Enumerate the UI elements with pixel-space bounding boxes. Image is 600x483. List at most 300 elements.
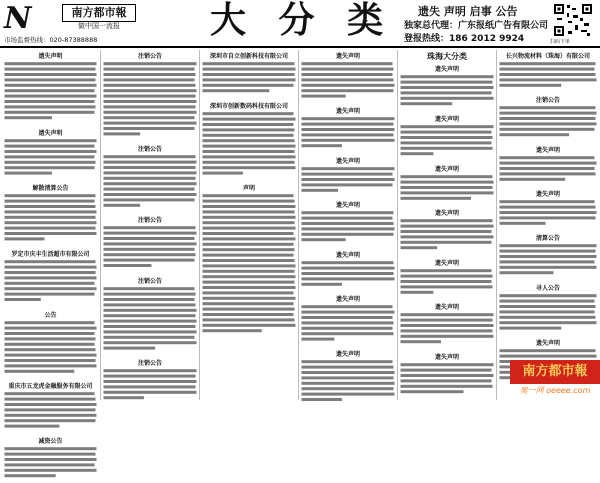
notice-heading: 注销公告 <box>137 278 162 285</box>
notice-heading: 遗失声明 <box>434 260 459 267</box>
text-line <box>302 144 342 147</box>
text-line <box>5 266 97 269</box>
text-line <box>401 91 492 94</box>
text-line <box>500 294 597 297</box>
column-4 <box>298 50 397 400</box>
notice-body-text <box>499 105 597 138</box>
text-line <box>401 385 493 388</box>
text-line <box>302 398 342 401</box>
text-line <box>104 347 156 350</box>
text-line <box>5 364 97 367</box>
text-line <box>302 283 342 286</box>
text-line <box>5 419 96 422</box>
notice-heading: 注销公告 <box>137 360 162 367</box>
text-line <box>500 200 595 203</box>
text-line <box>302 393 395 396</box>
text-line <box>302 233 394 236</box>
text-line <box>401 241 492 244</box>
notice-heading: 遗失声明 <box>335 296 360 303</box>
text-line <box>104 375 196 378</box>
text-line <box>500 250 596 253</box>
text-line <box>5 447 97 450</box>
text-line <box>401 280 492 283</box>
text-line <box>401 81 493 84</box>
notice-heading: 深圳市创新数码科技有限公司 <box>209 103 288 110</box>
text-line <box>104 264 152 267</box>
text-line <box>5 172 52 175</box>
text-line <box>500 206 596 209</box>
text-line <box>401 131 492 134</box>
text-line <box>500 300 595 303</box>
newspaper-slogan: 做中国一流报 <box>78 22 120 30</box>
notice-heading: 遗失声明 <box>434 354 459 361</box>
notice <box>4 128 97 180</box>
notice-heading: 遗失声明 <box>38 53 63 60</box>
notice <box>301 200 395 247</box>
classified-columns <box>2 50 598 445</box>
text-line <box>203 62 295 65</box>
text-line <box>500 310 595 313</box>
notice-body-text <box>4 193 97 242</box>
text-line <box>500 260 595 263</box>
text-line <box>104 380 197 383</box>
notice-heading: 遗失声明 <box>335 202 360 209</box>
text-line <box>104 248 195 251</box>
text-line <box>104 177 196 180</box>
text-line <box>104 62 197 65</box>
text-line <box>5 221 97 224</box>
notice <box>4 436 97 483</box>
notice-body-text <box>103 61 197 137</box>
notice-body-text <box>499 155 597 182</box>
text-line <box>302 128 395 131</box>
notice-body-text <box>103 286 197 351</box>
text-line <box>203 210 295 213</box>
text-line <box>500 122 597 125</box>
newspaper-logo-name[interactable]: 南方都市報 <box>62 4 136 22</box>
text-line <box>104 100 197 103</box>
text-line <box>500 73 596 76</box>
notice <box>400 64 494 111</box>
ad-hotline[interactable]: 登报热线：186 2012 9924 <box>404 34 525 44</box>
notice-body-text <box>499 293 597 331</box>
notice <box>103 144 197 212</box>
text-line <box>104 127 195 130</box>
exclusive-agent: 独家总代理：广东报纸广告有限公司 <box>404 21 549 31</box>
notice-heading: 声明 <box>242 185 255 192</box>
text-line <box>401 324 494 327</box>
notice-body-text <box>400 268 494 295</box>
text-line <box>104 226 196 229</box>
notice-body-text <box>400 312 494 345</box>
text-line <box>500 156 595 159</box>
text-line <box>203 205 296 208</box>
notice-body-text <box>4 320 97 374</box>
text-line <box>203 89 270 92</box>
text-line <box>5 458 97 461</box>
text-line <box>302 338 335 341</box>
text-line <box>5 408 96 411</box>
text-line <box>203 313 294 316</box>
text-line <box>104 166 196 169</box>
text-line <box>104 325 196 328</box>
text-line <box>203 123 294 126</box>
text-line <box>401 141 492 144</box>
text-line <box>5 150 97 153</box>
notice-body-text <box>103 154 197 208</box>
text-line <box>203 73 295 76</box>
notice <box>301 156 395 197</box>
text-line <box>401 390 464 393</box>
text-line <box>302 167 395 170</box>
text-line <box>5 474 56 477</box>
text-line <box>302 267 395 270</box>
text-line <box>5 359 96 362</box>
notice <box>499 283 597 335</box>
text-line <box>401 181 494 184</box>
text-line <box>302 217 393 220</box>
text-line <box>500 255 597 258</box>
text-line <box>104 116 195 119</box>
notice <box>103 51 197 141</box>
text-line <box>302 123 394 126</box>
text-line <box>302 78 394 81</box>
text-line <box>500 305 596 308</box>
text-line <box>203 118 296 121</box>
notice-categories: 遗失 声明 启事 公告 <box>418 5 518 18</box>
text-line <box>203 150 295 153</box>
notice <box>4 381 97 433</box>
text-line <box>203 243 294 246</box>
notice-heading: 清算公告 <box>535 235 560 242</box>
text-line <box>302 62 393 65</box>
text-line <box>203 291 294 294</box>
text-line <box>500 216 596 219</box>
text-line <box>302 139 395 142</box>
notice <box>4 183 97 246</box>
column-3 <box>199 50 298 400</box>
notice-heading: 公告 <box>44 312 57 319</box>
notice <box>301 294 395 346</box>
text-line <box>104 73 196 76</box>
text-line <box>104 204 141 207</box>
notice-heading: 遗失声明 <box>434 116 459 123</box>
notice-heading: 遗失声明 <box>535 340 560 347</box>
column-1 <box>2 50 99 445</box>
text-line <box>203 172 243 175</box>
text-line <box>401 175 493 178</box>
qr-code-icon[interactable] <box>553 3 593 37</box>
text-line <box>401 246 438 249</box>
text-line <box>401 379 492 382</box>
text-line <box>203 68 296 71</box>
text-line <box>5 276 97 279</box>
text-line <box>203 221 295 224</box>
text-line <box>5 398 96 401</box>
notice-heading: 遗失声明 <box>335 351 360 358</box>
text-line <box>302 95 346 98</box>
text-line <box>5 337 96 340</box>
notice-body-text <box>103 225 197 269</box>
text-line <box>104 111 197 114</box>
notice <box>202 101 296 180</box>
notice-heading: 长兴物流材料（珠海）有限公司 <box>505 53 590 60</box>
text-line <box>302 272 394 275</box>
notice <box>499 189 597 230</box>
text-line <box>401 285 493 288</box>
text-line <box>401 102 453 105</box>
text-line <box>500 106 596 109</box>
notice-body-text <box>301 260 395 287</box>
notice <box>103 276 197 355</box>
text-line <box>203 78 296 81</box>
text-line <box>5 463 95 466</box>
text-line <box>302 117 395 120</box>
text-line <box>203 281 295 284</box>
notice <box>400 258 494 299</box>
text-line <box>401 340 441 343</box>
notice-body-text <box>202 61 296 94</box>
text-line <box>401 152 434 155</box>
text-line <box>302 89 394 92</box>
qr-caption: 扫码下单 <box>550 39 571 45</box>
text-line <box>302 211 394 214</box>
text-line <box>5 200 95 203</box>
notice-body-text <box>103 368 197 401</box>
notice-heading: 遗失声明 <box>535 191 560 198</box>
text-line <box>104 309 197 312</box>
text-line <box>500 68 595 71</box>
text-line <box>401 329 493 332</box>
text-line <box>5 145 95 148</box>
notice-heading: 注销公告 <box>137 217 162 224</box>
text-line <box>203 145 296 148</box>
notice <box>301 349 395 407</box>
notice-heading: 遗失声明 <box>335 53 360 60</box>
text-line <box>5 425 60 428</box>
text-line <box>302 261 394 264</box>
text-line <box>500 133 570 136</box>
text-line <box>5 469 97 472</box>
text-line <box>500 327 562 330</box>
text-line <box>203 166 296 169</box>
footer-logo[interactable]: 南方都市報 <box>510 360 600 384</box>
text-line <box>401 291 434 294</box>
text-line <box>5 216 96 219</box>
text-line <box>203 128 295 131</box>
text-line <box>203 264 296 267</box>
notice-body-text <box>301 116 395 149</box>
text-line <box>302 189 339 192</box>
column-5 <box>397 50 496 400</box>
column-6 <box>496 50 599 400</box>
notice-body-text <box>400 74 494 107</box>
notice-body-text <box>202 193 296 334</box>
text-line <box>5 260 96 263</box>
text-line <box>104 341 197 344</box>
text-line <box>500 172 596 175</box>
text-line <box>302 178 395 181</box>
text-line <box>500 117 596 120</box>
text-line <box>401 147 493 150</box>
text-line <box>104 242 197 245</box>
notice <box>301 51 395 103</box>
notice-heading: 遗失声明 <box>38 130 63 137</box>
notice-body-text <box>400 362 494 395</box>
text-line <box>302 382 395 385</box>
text-line <box>203 139 295 142</box>
text-line <box>203 297 296 300</box>
text-line <box>5 287 97 290</box>
text-line <box>401 374 494 377</box>
text-line <box>104 122 197 125</box>
text-line <box>5 403 97 406</box>
text-line <box>401 197 472 200</box>
text-line <box>500 178 566 181</box>
notice-heading: 解散清算公告 <box>32 185 69 192</box>
text-line <box>104 396 144 399</box>
notice-body-text <box>202 111 296 176</box>
text-line <box>500 78 597 81</box>
text-line <box>104 84 196 87</box>
notice-body-text <box>301 304 395 342</box>
text-line <box>500 244 597 247</box>
text-line <box>104 188 195 191</box>
text-line <box>104 198 195 201</box>
text-line <box>302 238 346 241</box>
notice <box>400 352 494 399</box>
notice-heading: 减资公告 <box>38 438 63 445</box>
text-line <box>5 139 97 142</box>
text-line <box>401 369 492 372</box>
text-line <box>302 305 393 308</box>
notice-heading: 深圳市自立创新科技有限公司 <box>209 53 288 60</box>
text-line <box>5 348 96 351</box>
text-line <box>302 183 393 186</box>
footer-site[interactable]: 奥一网 oeeee.com <box>519 386 591 395</box>
notice <box>4 310 97 378</box>
notice-body-text <box>400 174 494 201</box>
text-line <box>5 89 95 92</box>
text-line <box>500 62 596 65</box>
notice-body-text <box>301 210 395 243</box>
notice-heading: 遗失声明 <box>335 252 360 259</box>
text-line <box>401 235 494 238</box>
text-line <box>302 332 394 335</box>
text-line <box>500 167 595 170</box>
text-line <box>5 210 97 213</box>
text-line <box>5 62 97 65</box>
text-line <box>104 161 197 164</box>
text-line <box>104 171 197 174</box>
text-line <box>302 321 394 324</box>
text-line <box>5 73 97 76</box>
supervision-hotline: 市场监督热线：020-87388888 <box>4 36 98 44</box>
text-line <box>500 321 597 324</box>
text-line <box>401 319 493 322</box>
text-line <box>302 360 393 363</box>
notice <box>400 164 494 205</box>
notice <box>4 51 97 125</box>
text-line <box>5 166 95 169</box>
text-line <box>203 155 296 158</box>
text-line <box>401 97 494 100</box>
text-line <box>302 327 393 330</box>
text-line <box>104 303 196 306</box>
text-line <box>203 112 294 115</box>
text-line <box>5 343 95 346</box>
text-line <box>104 385 196 388</box>
column-2 <box>100 50 199 400</box>
text-line <box>5 321 95 324</box>
text-line <box>104 369 197 372</box>
notice <box>499 233 597 280</box>
text-line <box>5 78 96 81</box>
text-line <box>203 329 262 332</box>
text-line <box>302 311 395 314</box>
text-line <box>302 227 395 230</box>
text-line <box>500 112 597 115</box>
text-line <box>5 161 96 164</box>
notice-body-text <box>499 243 597 276</box>
text-line <box>401 125 494 128</box>
text-line <box>104 259 195 262</box>
text-line <box>203 200 295 203</box>
text-line <box>500 162 597 165</box>
notice-heading: 注销公告 <box>535 97 560 104</box>
text-line <box>104 314 196 317</box>
text-line <box>5 327 97 330</box>
text-line <box>203 194 294 197</box>
text-line <box>104 287 195 290</box>
text-line <box>302 366 394 369</box>
text-line <box>5 95 97 98</box>
notice <box>202 183 296 338</box>
text-line <box>401 191 494 194</box>
text-line <box>203 134 294 137</box>
text-line <box>104 78 195 81</box>
text-line <box>401 313 494 316</box>
text-line <box>203 232 294 235</box>
text-line <box>5 370 75 373</box>
text-line <box>5 205 96 208</box>
notice <box>301 106 395 153</box>
text-line <box>104 253 196 256</box>
notice <box>499 145 597 186</box>
text-line <box>302 73 393 76</box>
notice-heading: 遗失声明 <box>335 158 360 165</box>
notice <box>499 51 597 92</box>
text-line <box>500 222 546 225</box>
text-line <box>104 237 195 240</box>
text-line <box>104 232 197 235</box>
notice-heading: 注销公告 <box>137 53 162 60</box>
text-line <box>401 86 494 89</box>
newspaper-logo-mark[interactable]: N <box>4 1 30 36</box>
text-line <box>203 248 295 251</box>
notice-body-text <box>301 166 395 193</box>
notice-body-text <box>499 199 597 226</box>
notice-body-text <box>499 61 597 88</box>
text-line <box>302 387 394 390</box>
text-line <box>203 259 295 262</box>
text-line <box>104 298 195 301</box>
notice <box>400 114 494 161</box>
text-line <box>401 230 492 233</box>
text-line <box>5 84 97 87</box>
text-line <box>302 222 394 225</box>
notice-heading: 遗失声明 <box>535 147 560 154</box>
